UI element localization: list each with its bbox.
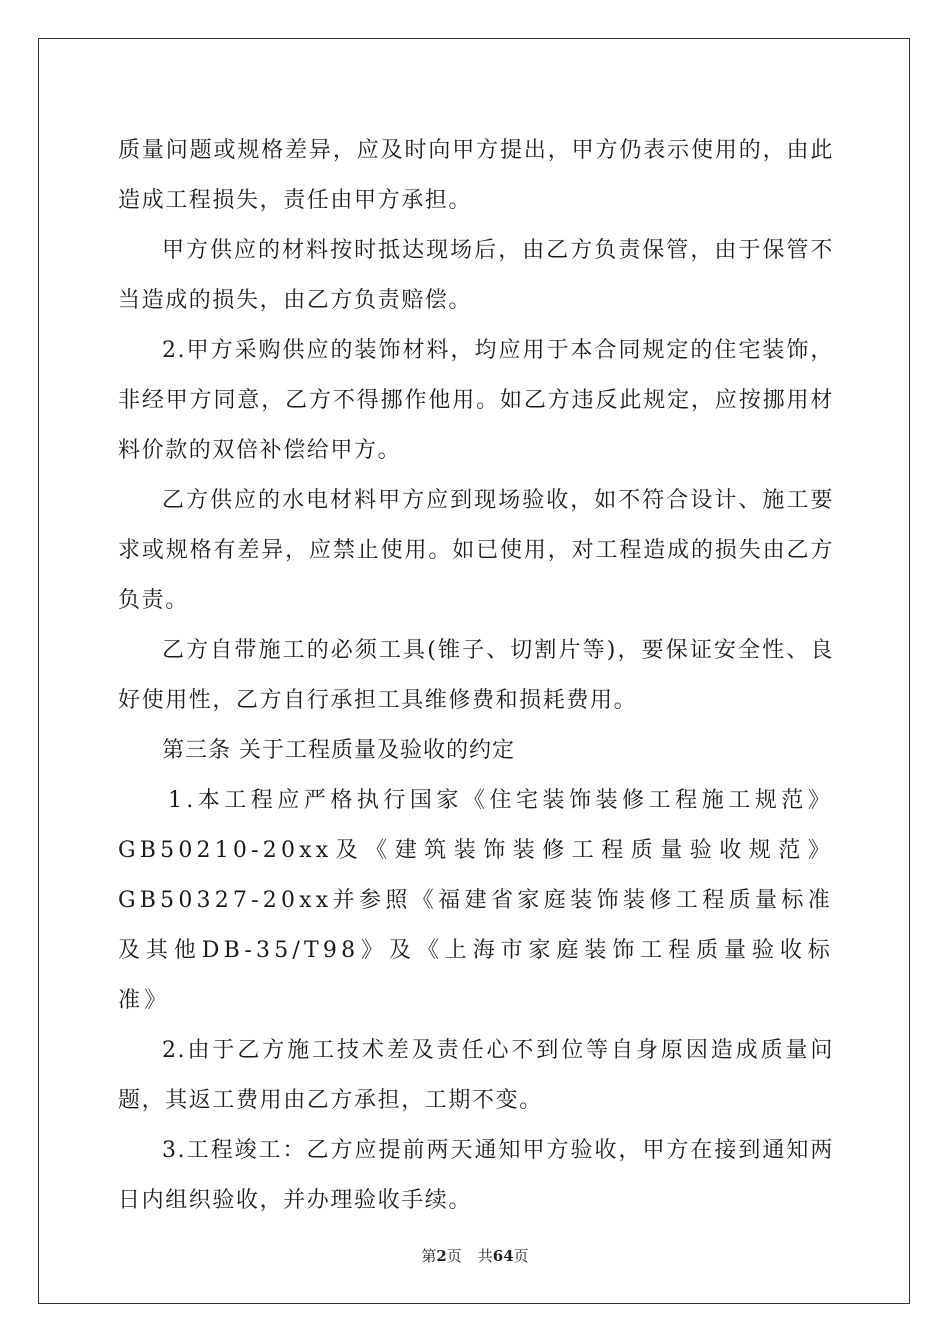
section-heading: 第三条 关于工程质量及验收的约定 <box>162 738 515 763</box>
page-suffix: 页 <box>446 1247 462 1265</box>
page-footer <box>0 1245 950 1266</box>
total-prefix: 共 <box>477 1247 493 1265</box>
paragraph-5: 乙方自带施工的必须工具(锥子、切割片等)，要保证安全性、良好使用性，乙方自行承担工具维修费和损耗费用。 <box>118 638 834 713</box>
paragraph-7: 1.本工程应严格执行国家《住宅装饰装修工程施工规范》GB50210-20xx及《建筑装饰装修工程质量验收规范》GB50327-20xx并参照《福建省家庭装饰装修工程质量标准及其他DB-35/T98》及《上海市家庭装饰工程质量验收标准》 <box>118 788 834 1013</box>
document-body <box>118 126 834 1226</box>
paragraph-8: 2.由于乙方施工技术差及责任心不到位等自身原因造成质量问题，其返工费用由乙方承担，工期不变。 <box>118 1038 834 1113</box>
paragraph-3: 2.甲方采购供应的装饰材料，均应用于本合同规定的住宅装饰，非经甲方同意，乙方不得挪作他用。如乙方违反此规定，应按挪用材料价款的双倍补偿给甲方。 <box>118 338 834 463</box>
paragraph-9: 3.工程竣工：乙方应提前两天通知甲方验收，甲方在接到通知两日内组织验收，并办理验收手续。 <box>118 1138 834 1213</box>
total-suffix: 页 <box>513 1247 529 1265</box>
paragraph-4: 乙方供应的水电材料甲方应到现场验收，如不符合设计、施工要求或规格有差异，应禁止使用。如已使用，对工程造成的损失由乙方负责。 <box>118 488 834 613</box>
total-pages: 64 <box>492 1247 514 1265</box>
paragraph-1: 质量问题或规格差异，应及时向甲方提出，甲方仍表示使用的，由此造成工程损失，责任由甲方承担。 <box>118 138 834 213</box>
page-prefix: 第 <box>421 1247 437 1265</box>
paragraph-2: 甲方供应的材料按时抵达现场后，由乙方负责保管，由于保管不当造成的损失，由乙方负责赔偿。 <box>118 238 834 313</box>
page-number: 2 <box>436 1247 447 1265</box>
